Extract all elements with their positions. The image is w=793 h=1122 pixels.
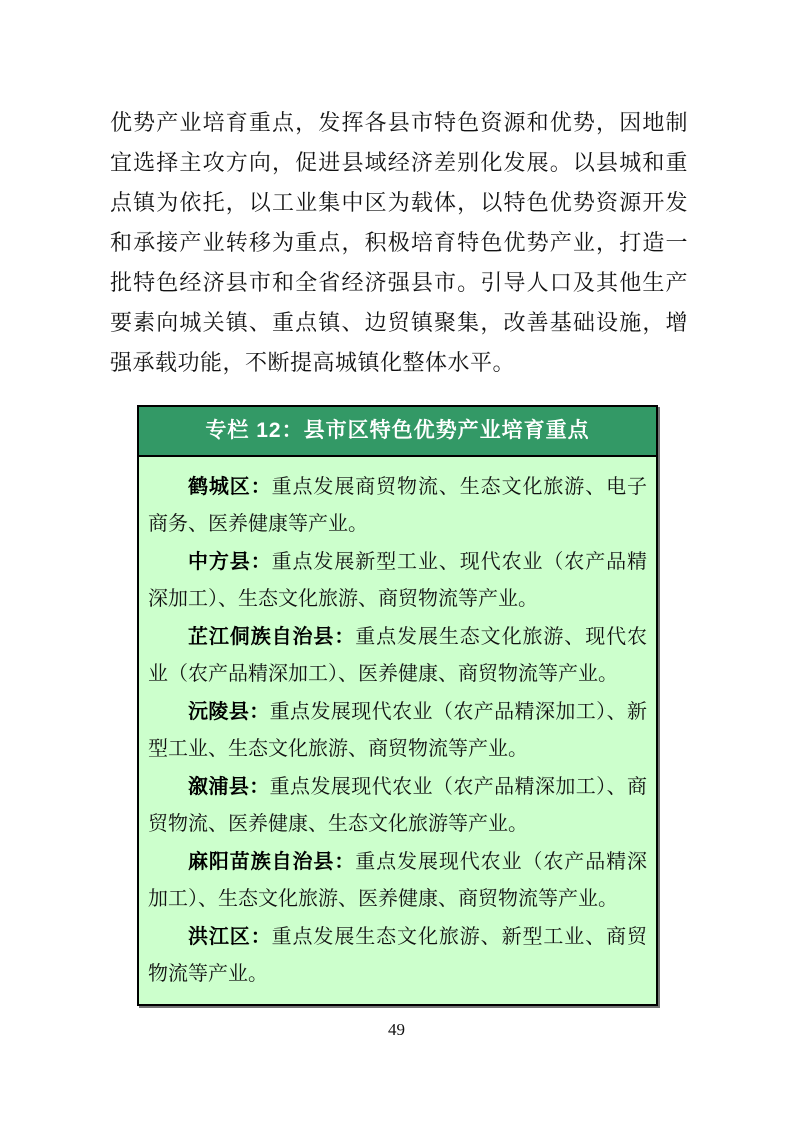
county-text: 重点发展生态文化旅游、新型工业、商贸物流等产业。 <box>148 926 648 985</box>
county-name: 沅陵县： <box>188 701 270 723</box>
county-name: 芷江侗族自治县： <box>188 626 356 648</box>
county-item <box>148 544 647 618</box>
county-text: 重点发展现代农业（农产品精深加工）、生态文化旅游、医养健康、商贸物流等产业。 <box>148 851 648 910</box>
county-item <box>148 919 647 993</box>
feature-box-body <box>139 457 656 1004</box>
county-name: 溆浦县： <box>188 776 270 798</box>
county-item <box>148 619 647 693</box>
county-name: 洪江区： <box>188 926 272 948</box>
county-item <box>148 769 647 843</box>
county-name: 鹤城区： <box>188 476 272 498</box>
county-text: 重点发展生态文化旅游、现代农业（农产品精深加工）、医养健康、商贸物流等产业。 <box>148 626 648 685</box>
county-name: 中方县： <box>188 551 272 573</box>
feature-box <box>137 405 658 1006</box>
county-item <box>148 844 647 918</box>
county-item <box>148 694 647 768</box>
county-text: 重点发展新型工业、现代农业（农产品精深加工）、生态文化旅游、商贸物流等产业。 <box>148 551 648 610</box>
county-item <box>148 469 647 543</box>
feature-box-title: 专栏 12：县市区特色优势产业培育重点 <box>139 407 656 457</box>
county-name: 麻阳苗族自治县： <box>188 851 356 873</box>
page-number: 49 <box>388 1020 405 1039</box>
county-text: 重点发展现代农业（农产品精深加工）、商贸物流、医养健康、生态文化旅游等产业。 <box>148 776 648 835</box>
county-text: 重点发展现代农业（农产品精深加工）、新型工业、生态文化旅游、商贸物流等产业。 <box>148 701 648 760</box>
body-paragraph: 优势产业培育重点，发挥各县市特色资源和优势，因地制宜选择主攻方向，促进县域经济差别化发展。以县城和重点镇为依托，以工业集中区为载体，以特色优势资源开发和承接产业转移为重点，积极培育特色优势产业，打造一批特色经济县市和全省经济强县市。引导人口及其他生产要素向城关镇、重点镇、边贸镇聚集，改善基础设施，增强承载功能，不断提高城镇化整体水平。 <box>110 110 688 375</box>
county-text: 重点发展商贸物流、生态文化旅游、电子商务、医养健康等产业。 <box>148 476 648 535</box>
